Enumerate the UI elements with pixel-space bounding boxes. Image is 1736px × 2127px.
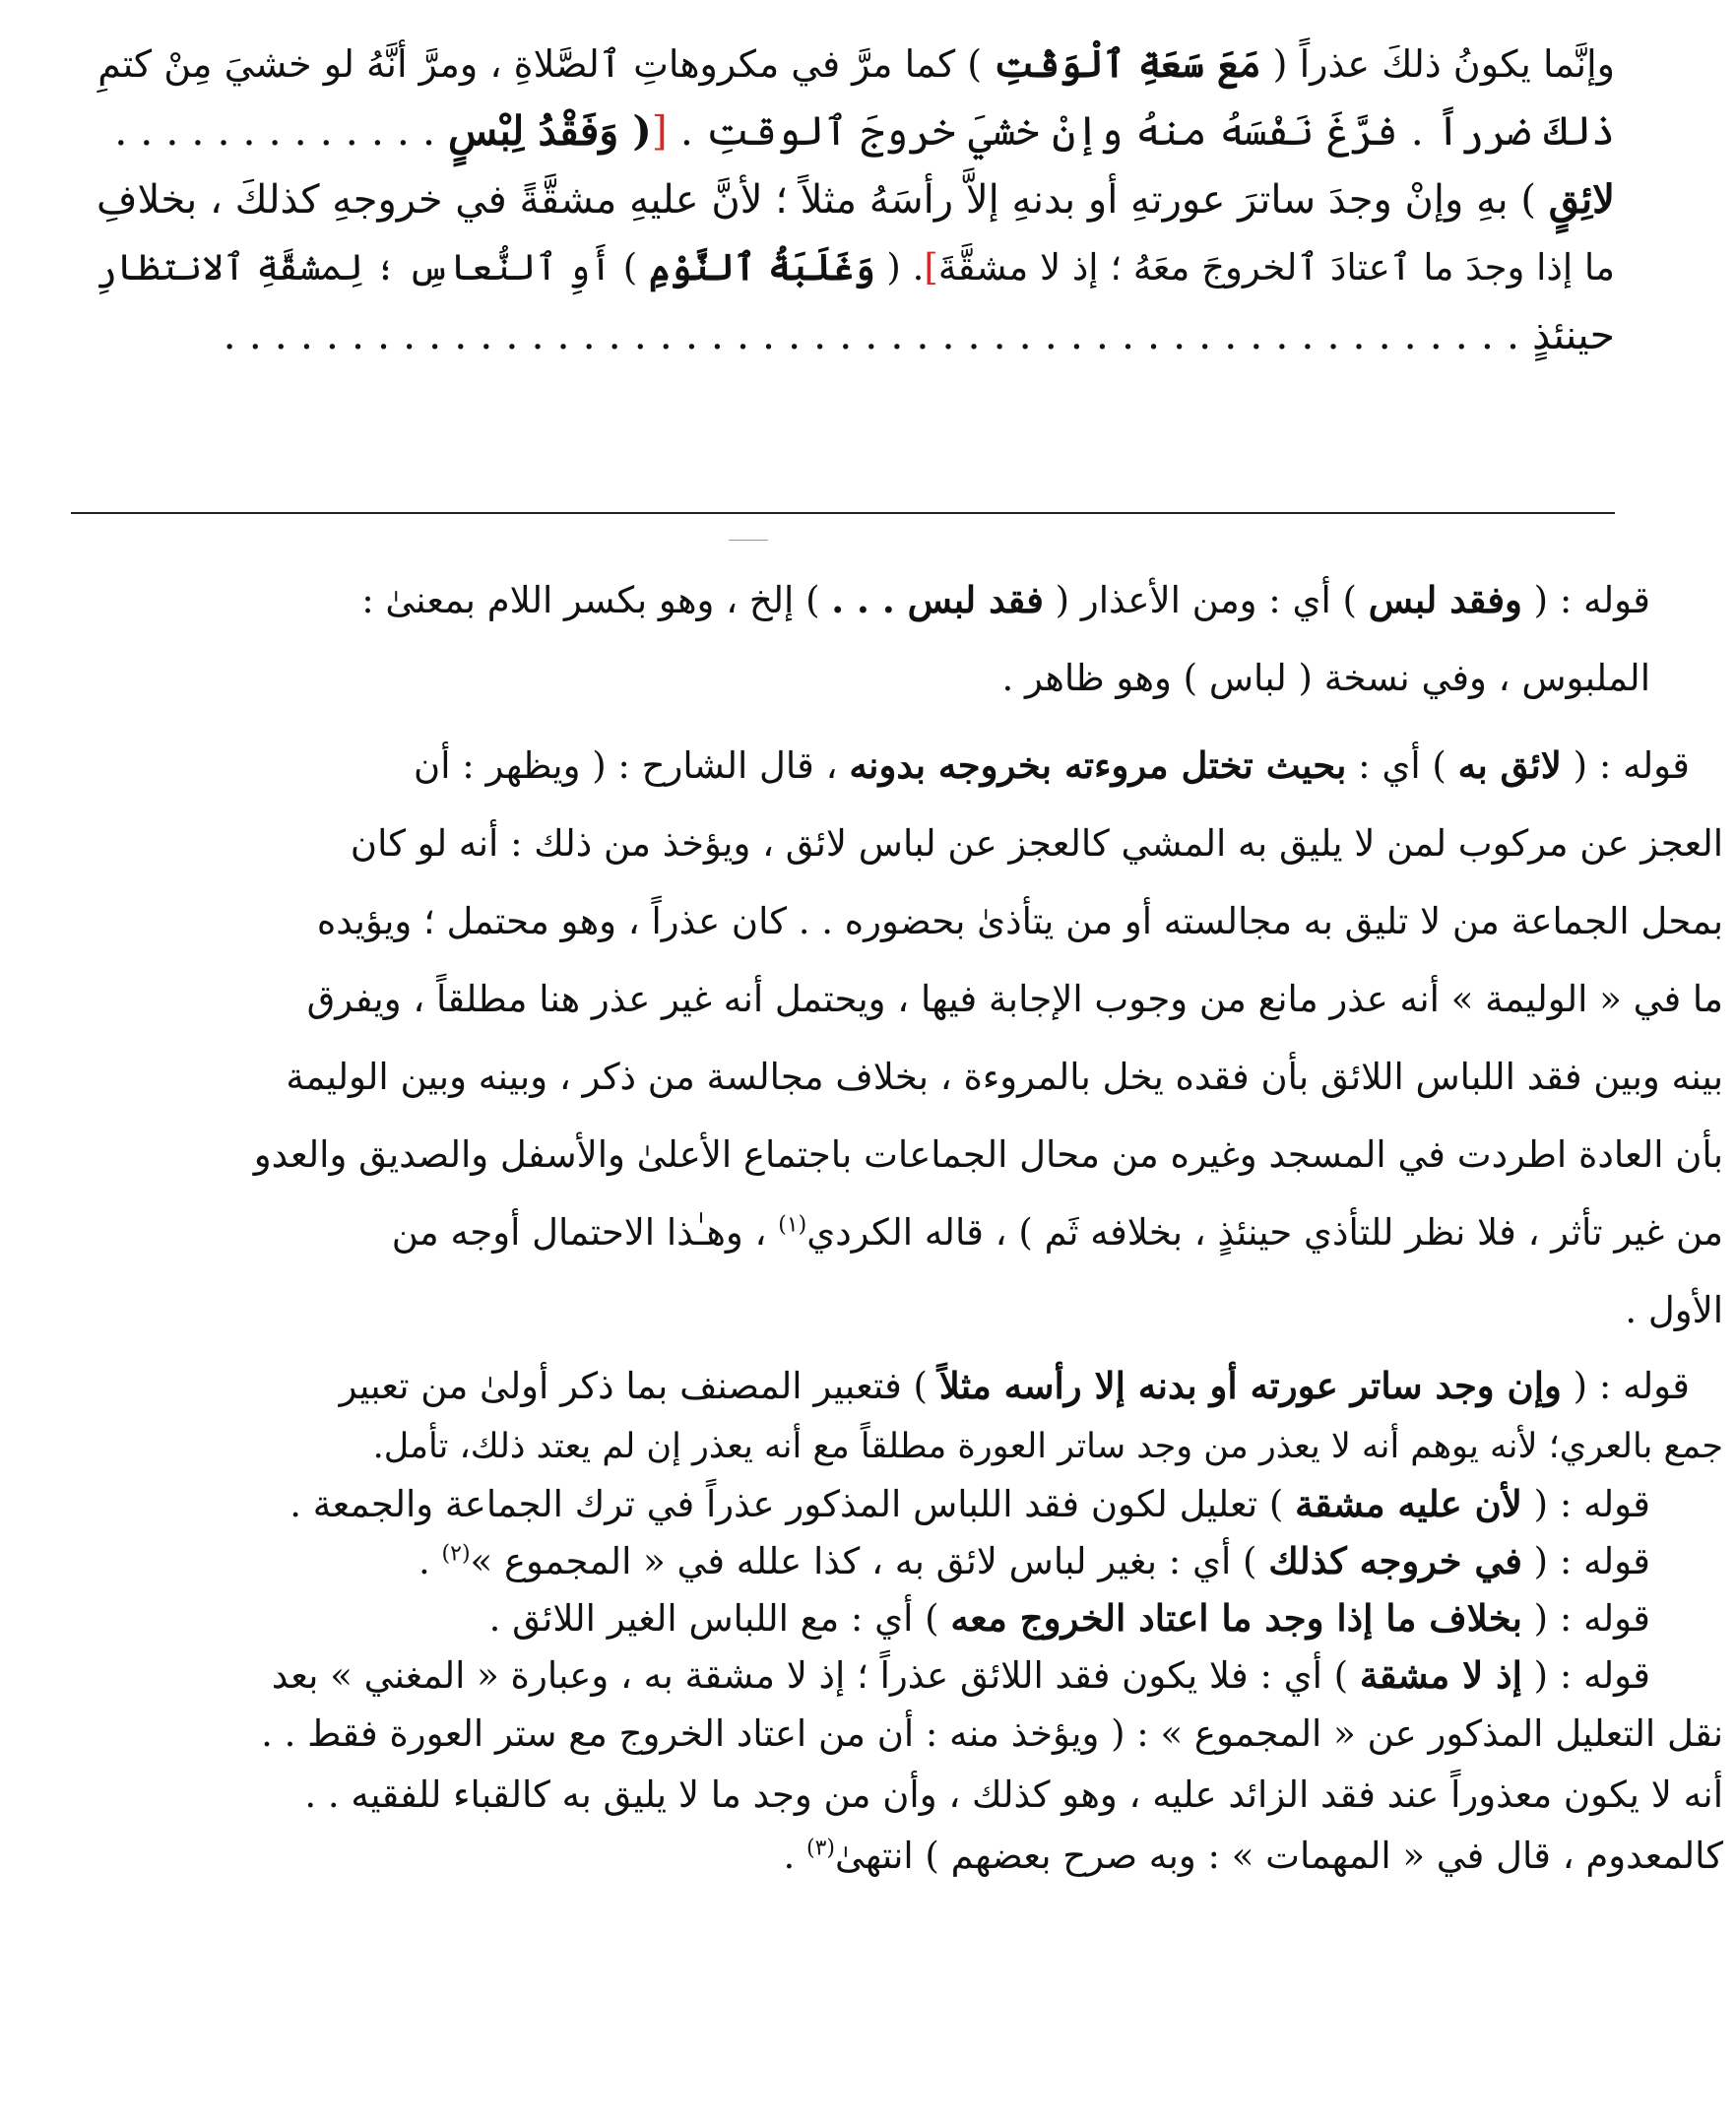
- text-span: ) أي : ومن الأعذار (: [1043, 579, 1369, 621]
- commentary-paragraph: [148, 1532, 1684, 1589]
- main-text: [69, 30, 1615, 369]
- text-span: كالمعدوم ، قال في « المهمات » : وبه صرح بعضهم ) انتهىٰ: [835, 1835, 1723, 1877]
- footnote-marker: (١): [778, 1212, 807, 1238]
- open-bracket-mark: [: [651, 107, 668, 155]
- quoted-phrase: بخلاف ما إذا وجد ما اعتاد الخروج معه: [950, 1596, 1522, 1640]
- commentary-line: [148, 639, 1650, 717]
- text-span: بأن العادة اطردت في المسجد وغيره من محال الجماعات باجتماع الأعلىٰ والأسفل والصديق والعدو: [253, 1133, 1723, 1176]
- close-bracket-mark: ]: [924, 246, 938, 289]
- quoted-phrase: فقد لبس . . .: [831, 578, 1044, 621]
- commentary-line: [148, 1532, 1650, 1589]
- quoted-phrase: لأن عليه مشقة: [1295, 1482, 1522, 1525]
- main-text-line: [69, 165, 1615, 233]
- text-span: وإنَّما يكونُ ذلكَ عذراً (: [1260, 42, 1615, 86]
- commentary-line: [148, 1193, 1723, 1271]
- commentary: [148, 561, 1723, 1887]
- commentary-line: [148, 1418, 1723, 1475]
- quoted-phrase: بحيث تختل مروءته بخروجه بدونه: [849, 743, 1347, 787]
- dot-leader: . . . . . . . . . . . . . . . . . . . . . . . . . . . . . . . . . . . . . . . . . . . . . . . . . .: [223, 311, 1494, 358]
- text-span: قوله : (: [1521, 1597, 1650, 1640]
- text-span: جمع بالعري؛ لأنه يوهم أنه لا يعذر من وجد ساتر العورة مطلقاً مع أنه يعذر إن لم يعتد ذلك، تأمل.: [372, 1427, 1723, 1466]
- commentary-line: [148, 882, 1723, 960]
- footnote-marker: (٢): [441, 1541, 471, 1567]
- commentary-line: [148, 1646, 1650, 1704]
- commentary-line: [148, 1353, 1723, 1418]
- matn-phrase: وَغَلَبَةُ ٱلنَّوْمِ: [648, 245, 875, 289]
- text-span: قوله : (: [1521, 1540, 1650, 1582]
- text-span: قوله : (: [1561, 1365, 1690, 1407]
- quoted-phrase: في خروجه كذلك: [1268, 1539, 1522, 1582]
- commentary-line: [148, 1704, 1723, 1765]
- quoted-phrase: وإن وجد ساتر عورته أو بدنه إلا رأسه مثلاً: [938, 1364, 1562, 1407]
- main-text-line: [69, 301, 1615, 369]
- commentary-paragraph: [148, 1589, 1684, 1646]
- dot-leader: . . . . . . . . . . . . .: [114, 107, 449, 155]
- text-span: ) أي : مع اللباس الغير اللائق .: [488, 1597, 951, 1640]
- matn-phrase: ( وَفَقْدُ لِبْسٍ: [448, 107, 652, 155]
- commentary-line: [148, 805, 1723, 882]
- text-span: بمحل الجماعة من لا تليق به مجالسته أو من يتأذىٰ بحضوره . . كان عذراً ، وهو محتمل ؛ ويؤيده: [316, 900, 1723, 942]
- commentary-paragraph: [148, 1353, 1723, 1475]
- text-span: ) إلخ ، وهو بكسر اللام بمعنىٰ :: [361, 579, 832, 621]
- text-span: قوله : (: [1521, 1654, 1650, 1697]
- text-span: قوله : (: [1521, 1483, 1650, 1525]
- text-span: حينئذٍ .: [1493, 311, 1615, 358]
- commentary-line: [148, 1475, 1650, 1532]
- commentary-paragraph: [148, 1475, 1684, 1532]
- text-span: ) أَوِ ٱلنُّعاسِ ؛ لِمشقَّةِ ٱلانتظارِ: [96, 246, 649, 289]
- text-span: العجز عن مركوب لمن لا يليق به المشي كالعجز عن لباس لائق ، ويؤخذ من ذلك : أنه لو كان: [350, 822, 1723, 865]
- commentary-paragraph: [148, 561, 1684, 717]
- matn-phrase: مَعَ سَعَةِ ٱلْوَقْتِ: [994, 41, 1261, 86]
- text-span: نقل التعليل المذكور عن « المجموع » : ( ويؤخذ منه : أن من اعتاد الخروج مع ستر العورة فقط . .: [261, 1712, 1723, 1755]
- main-text-line: [69, 233, 1615, 301]
- commentary-line: [148, 727, 1723, 805]
- text-span: من غير تأثر ، فلا نظر للتأذي حينئذٍ ، بخلافه ثَم ) ، قاله الكردي: [806, 1211, 1723, 1254]
- text-span: .: [783, 1835, 806, 1877]
- text-span: ، وهـٰذا الاحتمال أوجه من: [391, 1211, 779, 1254]
- quoted-phrase: إذ لا مشقة: [1359, 1653, 1522, 1697]
- main-text-line: [69, 30, 1615, 97]
- quoted-phrase: لائق به: [1457, 743, 1562, 787]
- commentary-line: [148, 1765, 1723, 1826]
- commentary-line: [148, 561, 1650, 639]
- commentary-line: [148, 1271, 1723, 1349]
- text-span: الملبوس ، وفي نسخة ( لباس ) وهو ظاهر .: [1001, 657, 1650, 699]
- commentary-line: [148, 1038, 1723, 1116]
- text-span: ، قال الشارح : ( ويظهر : أن: [414, 744, 850, 787]
- text-span: بينه وبين فقد اللباس اللائق بأن فقده يخل بالمروءة ، بخلاف مجالسة من ذكر ، وبينه وبين الوليمة: [286, 1056, 1723, 1098]
- text-span: . (: [874, 246, 925, 289]
- footnote-marker: (٣): [806, 1836, 836, 1861]
- text-span: قوله : (: [1561, 744, 1690, 787]
- matn-phrase: لائِقٍ: [1548, 176, 1615, 223]
- text-span: ) أي : بغير لباس لائق به ، كذا علله في « المجموع »: [470, 1540, 1269, 1582]
- text-span: ) كما مرَّ في مكروهاتِ ٱلصَّلاةِ ، ومرَّ أنَّهُ لو خشيَ مِنْ كتمِ: [97, 42, 995, 86]
- text-span: قوله : (: [1521, 579, 1650, 621]
- commentary-line: [148, 960, 1723, 1038]
- commentary-paragraph: [148, 1704, 1723, 1887]
- text-span: ) فتعبير المصنف بما ذكر أولىٰ من تعبير: [339, 1365, 939, 1407]
- commentary-paragraph: [148, 1646, 1684, 1704]
- text-span: ) أي :: [1346, 744, 1458, 787]
- section-divider: [71, 512, 1615, 514]
- commentary-line: [148, 1826, 1723, 1887]
- commentary-line: [148, 1116, 1723, 1193]
- text-span: ذلكَ ضرراً . فرَّغَ نَفْسَهُ منهُ وإنْ خشيَ خروجَ ٱلوقتِ .: [667, 107, 1615, 155]
- commentary-paragraph: [148, 727, 1723, 1349]
- small-divider-mark: [729, 540, 768, 541]
- text-span: .: [418, 1540, 442, 1582]
- text-span: الأول .: [1625, 1289, 1723, 1331]
- text-span: ) تعليل لكون فقد اللباس المذكور عذراً في ترك الجماعة والجمعة .: [289, 1483, 1296, 1525]
- main-text-line: [69, 97, 1615, 165]
- text-span: ) بهِ وإنْ وجدَ ساترَ عورتهِ أو بدنهِ إلاَّ رأسَهُ مثلاً ؛ لأنَّ عليهِ مشقَّةً في خروجهِ كذلكَ ، بخلافِ: [96, 177, 1549, 223]
- text-span: ) أي : فلا يكون فقد اللائق عذراً ؛ إذ لا مشقة به ، وعبارة « المغني » بعد: [271, 1654, 1360, 1697]
- text-span: أنه لا يكون معذوراً عند فقد الزائد عليه ، وهو كذلك ، وأن من وجد ما لا يليق به كالقباء للفقيه . .: [304, 1773, 1723, 1816]
- commentary-line: [148, 1589, 1650, 1646]
- text-span: ما إذا وجدَ ما ٱعتادَ ٱلخروجَ معَهُ ؛ إذ لا مشقَّةَ: [937, 246, 1615, 289]
- quoted-phrase: وفقد لبس: [1368, 578, 1522, 621]
- text-span: ما في « الوليمة » أنه عذر مانع من وجوب الإجابة فيها ، ويحتمل أنه غير عذر هنا مطلقاً ، ويفرق: [306, 978, 1723, 1020]
